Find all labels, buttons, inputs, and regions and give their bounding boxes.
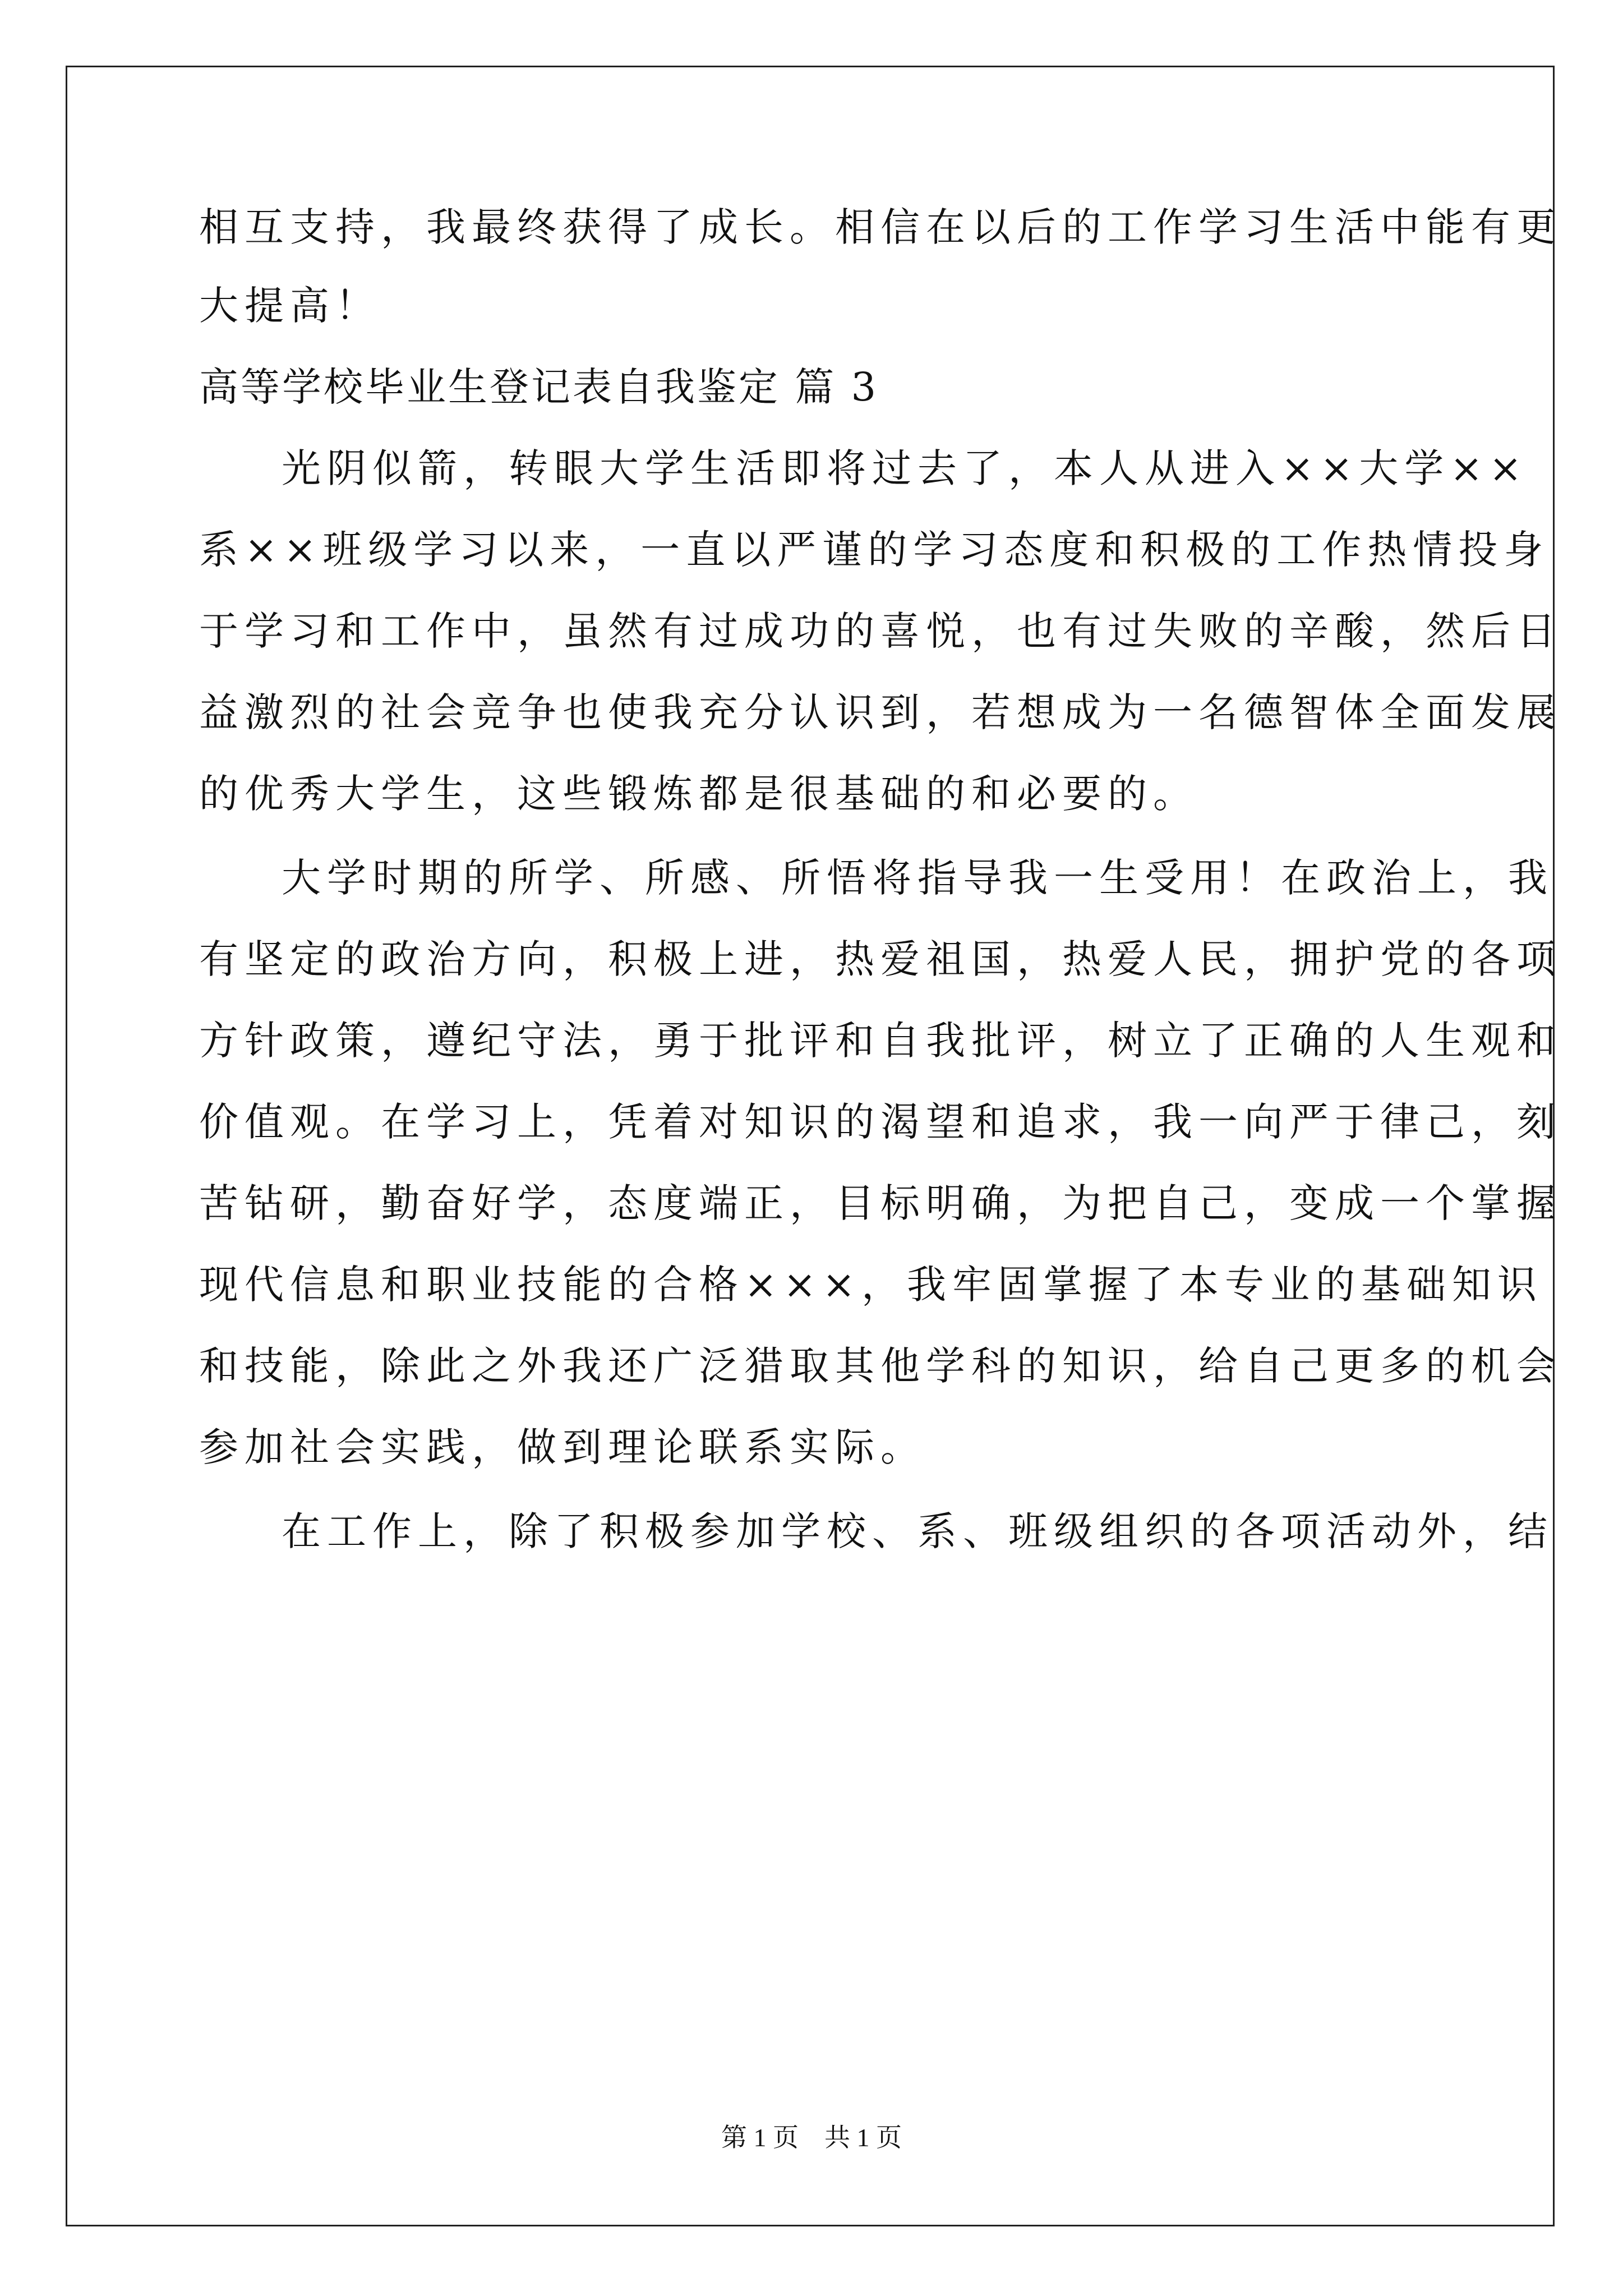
text-line-1: 相互支持，我最终获得了成长。相信在以后的工作学习生活中能有更 xyxy=(199,204,1562,250)
text-line-14: 现代信息和职业技能的合格×××，我牢固掌握了本专业的基础知识 xyxy=(199,1262,1543,1308)
text-line-6: 于学习和工作中，虽然有过成功的喜悦，也有过失败的辛酸，然后日 xyxy=(199,608,1562,654)
text-line-13: 苦钻研，勤奋好学，态度端正，目标明确，为把自己，变成一个掌握 xyxy=(199,1180,1562,1226)
text-line-9: 大学时期的所学、所感、所悟将指导我一生受用！在政治上，我 xyxy=(282,855,1553,901)
text-line-11: 方针政策，遵纪守法，勇于批评和自我批评，树立了正确的人生观和 xyxy=(199,1018,1562,1064)
text-line-12: 价值观。在学习上，凭着对知识的渴望和追求，我一向严于律己，刻 xyxy=(199,1099,1562,1145)
text-line-7: 益激烈的社会竞争也使我充分认识到，若想成为一名德智体全面发展 xyxy=(199,689,1562,735)
section-heading: 高等学校毕业生登记表自我鉴定 篇 3 xyxy=(199,364,879,410)
text-line-4: 光阴似箭，转眼大学生活即将过去了，本人从进入××大学×× xyxy=(282,445,1528,491)
text-line-10: 有坚定的政治方向，积极上进，热爱祖国，热爱人民，拥护党的各项 xyxy=(199,936,1562,982)
text-line-16: 参加社会实践，做到理论联系实际。 xyxy=(199,1424,926,1470)
text-line-2: 大提高！ xyxy=(199,283,381,329)
text-line-15: 和技能，除此之外我还广泛猎取其他学科的知识，给自己更多的机会 xyxy=(199,1343,1562,1389)
text-line-5: 系××班级学习以来，一直以严谨的学习态度和积极的工作热情投身 xyxy=(199,527,1550,573)
text-line-8: 的优秀大学生，这些锻炼都是很基础的和必要的。 xyxy=(199,771,1198,817)
text-line-17: 在工作上，除了积极参加学校、系、班级组织的各项活动外，结 xyxy=(282,1508,1553,1554)
page-footer: 第 1 页 共 1 页 xyxy=(721,2123,902,2152)
